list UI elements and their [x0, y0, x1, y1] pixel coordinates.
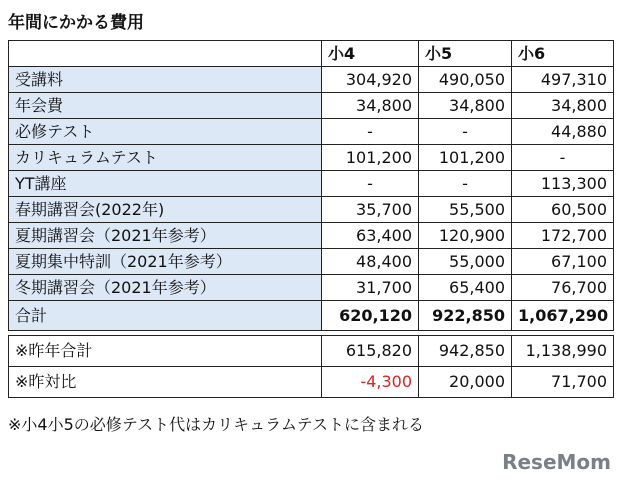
- cell-value: 113,300: [512, 171, 614, 197]
- table-row: [9, 223, 614, 249]
- total-label: 合計: [9, 301, 322, 331]
- prev-total-label: ※昨年合計: [9, 336, 322, 367]
- row-label: 夏期講習会（2021年参考）: [9, 223, 322, 249]
- row-label: YT講座: [9, 171, 322, 197]
- header-grade-6: 小6: [512, 41, 614, 67]
- cell-value: -: [322, 119, 419, 145]
- cell-value: 101,200: [322, 145, 419, 171]
- table-row: [9, 171, 614, 197]
- cell-value: 172,700: [512, 223, 614, 249]
- total-value: 922,850: [419, 301, 512, 331]
- total-value: 1,067,290: [512, 301, 614, 331]
- cell-value: -: [419, 171, 512, 197]
- header-blank-cell: [9, 41, 322, 67]
- resemom-logo: ReseMom: [502, 450, 611, 474]
- ratio-value: 71,700: [512, 367, 614, 398]
- cell-value: 120,900: [419, 223, 512, 249]
- cell-value: 490,050: [419, 67, 512, 93]
- cell-value: 304,920: [322, 67, 419, 93]
- header-row: [9, 41, 614, 67]
- prev-total-row: [9, 336, 614, 367]
- cell-value: -: [512, 145, 614, 171]
- row-label: 必修テスト: [9, 119, 322, 145]
- cost-table: [8, 40, 614, 398]
- header-grade-5: 小5: [419, 41, 512, 67]
- footnote: ※小4小5の必修テスト代はカリキュラムテストに含まれる: [8, 415, 425, 434]
- header-grade-4: 小4: [322, 41, 419, 67]
- ratio-row: [9, 367, 614, 398]
- cell-value: 76,700: [512, 275, 614, 301]
- table-row: [9, 93, 614, 119]
- cell-value: 31,700: [322, 275, 419, 301]
- cell-value: 60,500: [512, 197, 614, 223]
- ratio-value: 20,000: [419, 367, 512, 398]
- cell-value: 101,200: [419, 145, 512, 171]
- cell-value: 34,800: [322, 93, 419, 119]
- table-row: [9, 145, 614, 171]
- prev-total-value: 615,820: [322, 336, 419, 367]
- cell-value: 63,400: [322, 223, 419, 249]
- cell-value: 35,700: [322, 197, 419, 223]
- cell-value: 48,400: [322, 249, 419, 275]
- cell-value: -: [322, 171, 419, 197]
- row-label: 受講料: [9, 67, 322, 93]
- table-row: [9, 119, 614, 145]
- ratio-value-negative: -4,300: [322, 367, 419, 398]
- cell-value: 55,500: [419, 197, 512, 223]
- cell-value: 34,800: [512, 93, 614, 119]
- cell-value: 65,400: [419, 275, 512, 301]
- row-label: 夏期集中特訓（2021年参考）: [9, 249, 322, 275]
- table-row: [9, 275, 614, 301]
- row-label: カリキュラムテスト: [9, 145, 322, 171]
- cell-value: -: [419, 119, 512, 145]
- prev-total-value: 1,138,990: [512, 336, 614, 367]
- ratio-label: ※昨対比: [9, 367, 322, 398]
- row-label: 春期講習会(2022年): [9, 197, 322, 223]
- cell-value: 34,800: [419, 93, 512, 119]
- table-row: [9, 67, 614, 93]
- row-label: 冬期講習会（2021年参考）: [9, 275, 322, 301]
- row-label: 年会費: [9, 93, 322, 119]
- table-title: 年間にかかる費用: [8, 13, 144, 33]
- total-value: 620,120: [322, 301, 419, 331]
- table-row: [9, 197, 614, 223]
- table-row: [9, 249, 614, 275]
- prev-total-value: 942,850: [419, 336, 512, 367]
- cell-value: 55,000: [419, 249, 512, 275]
- cell-value: 497,310: [512, 67, 614, 93]
- cell-value: 67,100: [512, 249, 614, 275]
- cell-value: 44,880: [512, 119, 614, 145]
- total-row: [9, 301, 614, 331]
